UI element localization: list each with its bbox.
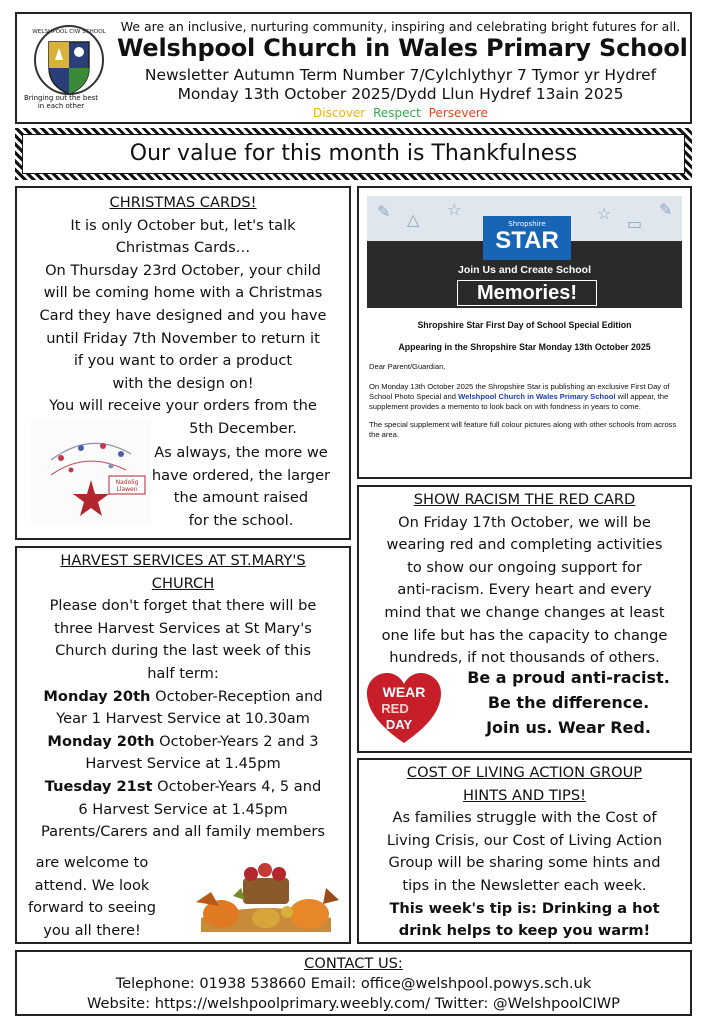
- show-racism-section: [357, 485, 692, 753]
- christmas-tail-line: have ordered, the larger: [151, 466, 331, 484]
- harvest-produce-image: [191, 848, 341, 936]
- harvest-service: Year 1 Harvest Service at 10.30am: [56, 710, 310, 728]
- racism-line: wearing red and completing activities: [386, 536, 663, 554]
- harvest-service: Harvest Service at 1.45pm: [85, 755, 281, 773]
- racism-heading: SHOW RACISM THE RED CARD: [413, 491, 636, 508]
- racism-line: hundreds, if not thousands of others.: [389, 649, 660, 667]
- christmas-tail-line: As always, the more we: [154, 444, 328, 461]
- christmas-line: if you want to order a product: [73, 352, 293, 370]
- contact-website-twitter[interactable]: Website: https://welshpoolprimary.weebly.com/ Twitter: @WelshpoolCIWP: [86, 995, 620, 1012]
- racism-line: to show our ongoing support for: [407, 558, 642, 576]
- harvest-service: 6 Harvest Service at 1.45pm: [78, 800, 288, 818]
- christmas-line: Card they have designed and you have: [39, 306, 327, 324]
- racism-tagline-line: Join us. Wear Red.: [486, 718, 651, 737]
- christmas-line: until Friday 7th November to return it: [46, 329, 320, 347]
- value-discover: Discover: [313, 106, 366, 120]
- contact-section: [15, 950, 692, 1016]
- cost-line: Group will be sharing some hints and: [388, 854, 661, 872]
- harvest-line: Please don't forget that there will be: [49, 597, 317, 615]
- svg-text:WELSHPOOL CIW SCHOOL: WELSHPOOL CIW SCHOOL: [32, 29, 106, 35]
- harvest-service: Tuesday 21st October-Years 4, 5 and: [44, 777, 322, 795]
- christmas-line: On Thursday 23rd October, your child: [45, 261, 321, 279]
- racism-line: one life but has the capacity to change: [381, 626, 668, 644]
- contact-phone-email[interactable]: Telephone: 01938 538660 Email: office@welshpool.powys.sch.uk: [115, 975, 592, 992]
- star-doodle-icon: ☆: [597, 204, 612, 223]
- svg-text:DAY: DAY: [385, 717, 413, 732]
- harvest-line: three Harvest Services at St Mary's: [54, 619, 312, 637]
- star-promo-banner: [367, 196, 682, 308]
- newsletter-number: Newsletter Autumn Term Number 7/Cylchlythyr 7 Tymor yr Hydref: [144, 66, 657, 84]
- star-school-name: Welshpool Church in Wales Primary School: [458, 392, 616, 401]
- cost-tip: drink helps to keep you warm!: [398, 922, 651, 940]
- cost-line: Living Crisis, our Cost of Living Action: [386, 831, 663, 849]
- christmas-line: It is only October but, let's talk: [70, 216, 296, 234]
- racism-line: mind that we change changes at least: [384, 603, 665, 621]
- star-paragraph: The special supplement will feature full colour pictures along with other schools from across the area.: [369, 420, 677, 439]
- crest-motto: Bringing out the best in each other: [23, 94, 99, 110]
- christmas-tail-line: the amount raised: [173, 489, 309, 507]
- newsletter-header: [15, 12, 692, 124]
- cost-line: As families struggle with the Cost of: [392, 809, 657, 827]
- christmas-tail-line: for the school.: [188, 511, 294, 529]
- harvest-tail-line: are welcome to: [35, 854, 149, 871]
- cost-tip: This week's tip is: Drinking a hot: [389, 899, 660, 917]
- star-memories-text: Memories!: [457, 280, 597, 306]
- value-of-month-text: Our value for this month is Thankfulness: [22, 134, 685, 174]
- racism-tagline-line: Be a proud anti-racist.: [467, 668, 670, 687]
- christmas-line: with the design on!: [112, 374, 254, 392]
- value-of-month-banner: [15, 128, 692, 180]
- harvest-tail-line: forward to seeing: [27, 899, 156, 917]
- pencil-icon: ✎: [659, 200, 673, 219]
- svg-text:Llawen: Llawen: [116, 486, 138, 493]
- school-name: Welshpool Church in Wales Primary School: [117, 34, 688, 62]
- wear-red-day-logo: [365, 671, 443, 745]
- harvest-heading: HARVEST SERVICES AT ST.MARY'S: [60, 552, 306, 569]
- shropshire-star-section: [357, 186, 692, 479]
- star-salutation: Dear Parent/Guardian,: [369, 362, 446, 371]
- star-join-text: Join Us and Create School: [457, 264, 592, 276]
- cost-heading: HINTS AND TIPS!: [463, 786, 586, 804]
- school-values: [117, 106, 684, 120]
- star-doodle-icon: ☆: [447, 200, 462, 219]
- ruler-icon: ▭: [627, 214, 643, 233]
- harvest-tail-line: you all there!: [43, 921, 141, 939]
- cost-of-living-section: [357, 758, 692, 944]
- harvest-heading: CHURCH: [151, 574, 215, 592]
- harvest-service: Monday 20th October-Years 2 and 3: [47, 732, 319, 750]
- newsletter-date: Monday 13th October 2025/Dydd Llun Hydref 13ain 2025: [177, 85, 624, 103]
- harvest-line: half term:: [147, 664, 219, 682]
- christmas-line: You will receive your orders from the: [49, 397, 317, 415]
- racism-tagline-line: Be the difference.: [487, 693, 650, 712]
- value-respect: Respect: [373, 106, 421, 120]
- harvest-line: Parents/Carers and all family members: [41, 823, 325, 841]
- christmas-heading: CHRISTMAS CARDS!: [109, 194, 257, 211]
- shropshire-star-logo: Shropshire STAR: [483, 216, 571, 260]
- harvest-services-section: [15, 546, 351, 944]
- racism-line: On Friday 17th October, we will be: [398, 513, 651, 531]
- star-subtitle: Shropshire Star First Day of School Special Edition: [417, 320, 632, 330]
- school-tagline: We are an inclusive, nurturing community, inspiring and celebrating bright futures for all.: [120, 19, 681, 34]
- svg-text:RED: RED: [381, 701, 409, 716]
- christmas-line: 5th December.: [189, 419, 297, 437]
- cost-line: tips in the Newsletter each week.: [402, 876, 647, 894]
- cost-heading: COST OF LIVING ACTION GROUP: [406, 764, 643, 781]
- harvest-tail-line: attend. We look: [34, 876, 150, 894]
- star-appearing: Appearing in the Shropshire Star Monday 13th October 2025: [398, 342, 651, 352]
- christmas-cards-section: [15, 186, 351, 540]
- contact-heading: CONTACT US:: [304, 955, 403, 972]
- svg-text:Nadolig: Nadolig: [115, 479, 139, 486]
- pencil-icon: ✎: [377, 202, 391, 221]
- harvest-line: Church during the last week of this: [55, 642, 311, 660]
- value-persevere: Persevere: [428, 106, 488, 120]
- star-paragraph: On Monday 13th October 2025 the Shropshire Star is publishing an exclusive First Day of School Photo Special and Welshpool Church in Wales Primary School will appear, the supplement provides a memento to look back on with fondness in years to come.: [369, 382, 670, 411]
- svg-text:WEAR: WEAR: [382, 684, 426, 700]
- triangle-icon: △: [407, 210, 420, 229]
- racism-line: anti-racism. Every heart and every: [397, 581, 652, 599]
- christmas-line: will be coming home with a Christmas: [43, 284, 323, 302]
- harvest-service: Monday 20th October-Reception and: [43, 687, 323, 705]
- christmas-line: Christmas Cards…: [115, 239, 251, 257]
- christmas-card-image: [31, 420, 151, 526]
